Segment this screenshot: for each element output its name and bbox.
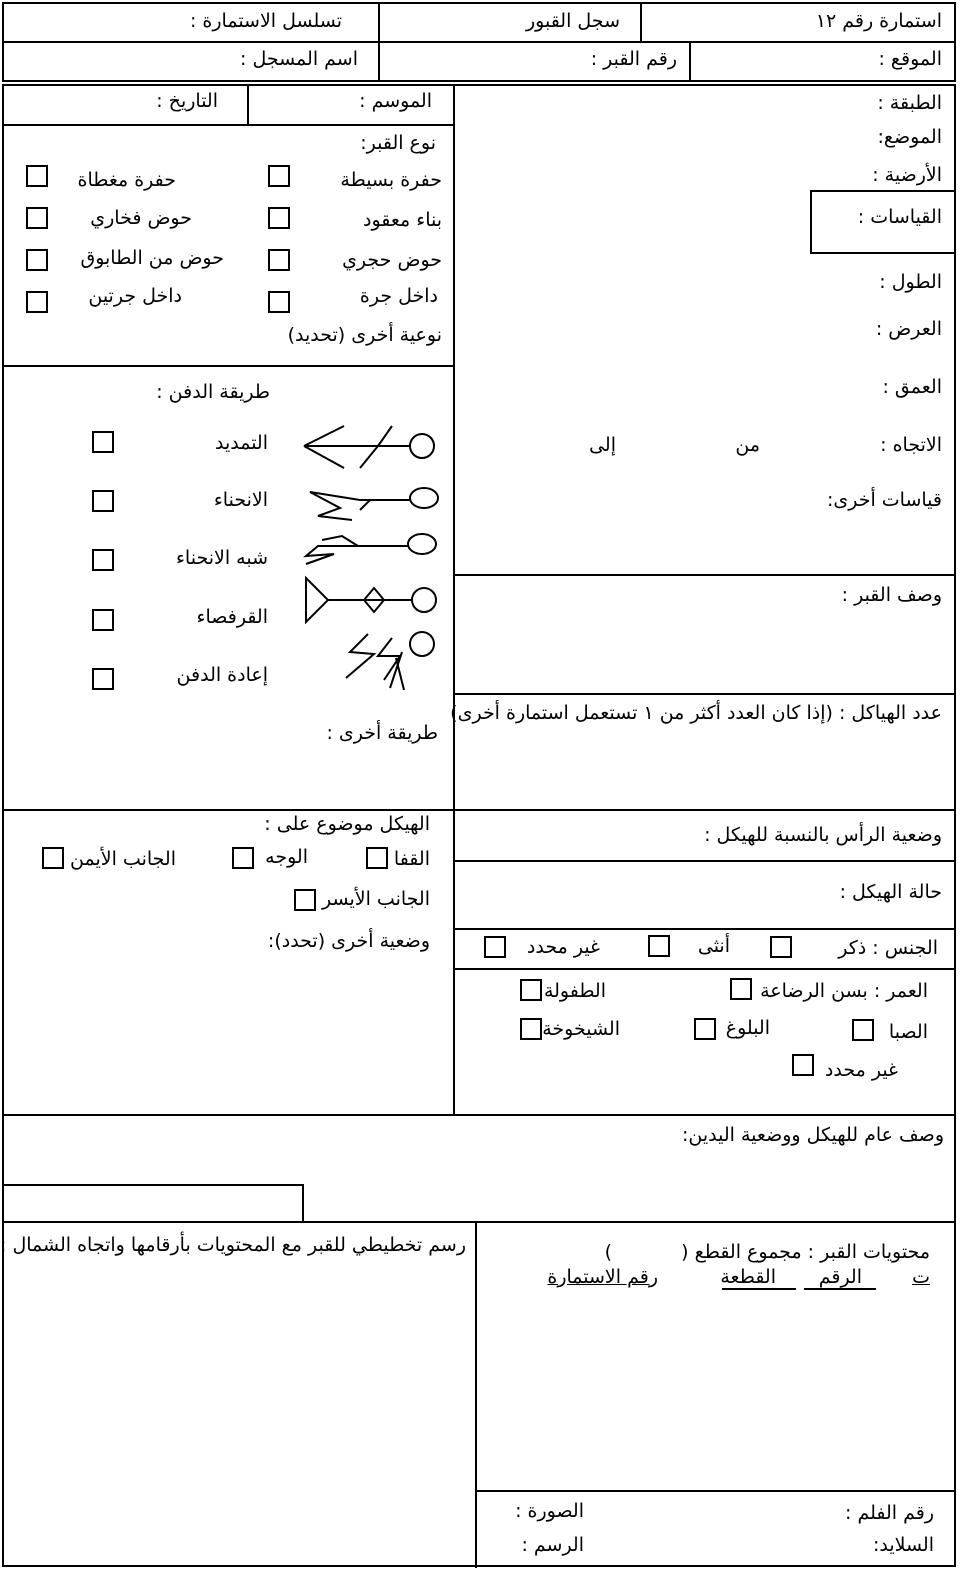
checkbox-two-jars[interactable] <box>26 291 48 313</box>
season-row-divider <box>2 124 454 126</box>
age-puberty-label: البلوغ <box>725 1017 770 1039</box>
burial-option: شبه الانحناء <box>175 547 268 569</box>
contents-col-piece: القطعة <box>720 1266 776 1288</box>
checkbox-back[interactable] <box>366 847 388 869</box>
film-number-label: رقم الفلم : <box>845 1502 934 1524</box>
checkbox-sex-undetermined[interactable] <box>484 936 506 958</box>
count-divider <box>454 809 956 811</box>
recorder-name-label: اسم المسجل : <box>240 48 358 70</box>
flexed-burial-icon <box>300 482 442 524</box>
checkbox-childhood[interactable] <box>520 979 542 1001</box>
direction-label: الاتجاه : <box>880 434 942 456</box>
grave-type-option: حوض حجري <box>342 249 442 271</box>
age-youth-label: الصبا <box>888 1021 928 1043</box>
header-col-divider <box>689 41 691 82</box>
measurements-label: القياسات : <box>857 206 942 228</box>
checkbox-covered-pit[interactable] <box>26 165 48 187</box>
checkbox-right-side[interactable] <box>42 847 64 869</box>
burial-method-title: طريقة الدفن : <box>156 381 270 403</box>
head-divider <box>454 860 956 862</box>
width-label: العرض : <box>875 318 942 340</box>
grave-type-option: حوض من الطابوق <box>80 247 224 269</box>
form-number: استمارة رقم ١٢ <box>815 10 942 32</box>
layer-label: الطبقة : <box>877 92 942 114</box>
general-description-divider <box>2 1114 956 1116</box>
depth-label: العمق : <box>882 376 942 398</box>
grave-type-title: نوع القبر: <box>360 132 436 154</box>
checkbox-age-undetermined[interactable] <box>792 1054 814 1076</box>
checkbox-puberty[interactable] <box>694 1018 716 1040</box>
burial-option: التمديد <box>214 432 268 454</box>
drawing-label: الرسم : <box>521 1534 584 1556</box>
checkbox-infancy[interactable] <box>730 978 752 1000</box>
contents-col-form-no: رقم الاستمارة <box>547 1266 658 1288</box>
crouched-burial-icon <box>298 574 442 624</box>
burial-option: القرفصاء <box>196 606 268 628</box>
grave-type-option: داخل جرتين <box>88 285 182 307</box>
sketch-contents-divider <box>475 1222 477 1568</box>
checkbox-male[interactable] <box>770 936 792 958</box>
checkbox-old-age[interactable] <box>520 1018 542 1040</box>
checkbox-reburial[interactable] <box>92 668 114 690</box>
sex-male-label: الجنس : ذكر <box>838 937 938 959</box>
skeleton-count-label: عدد الهياكل : (إذا كان العدد أكثر من ١ تستعمل استمارة أخرى) <box>450 702 942 724</box>
semi-flexed-burial-icon <box>298 530 442 572</box>
checkbox-face[interactable] <box>232 847 254 869</box>
checkbox-extended[interactable] <box>92 431 114 453</box>
checkbox-simple-pit[interactable] <box>268 165 290 187</box>
sex-undetermined-label: غير محدد <box>526 936 600 958</box>
col-piece-underline <box>722 1288 796 1290</box>
col-number-underline <box>804 1288 876 1290</box>
skeleton-right-side-label: الجانب الأيمن <box>70 848 176 870</box>
other-measurements-label: قياسات أخرى: <box>826 489 942 511</box>
burial-option: الانحناء <box>213 489 268 511</box>
burial-option: إعادة الدفن <box>176 664 268 686</box>
contents-col-number: الرقم <box>818 1266 862 1288</box>
direction-from: من <box>735 434 760 456</box>
grave-description-label: وصف القبر : <box>841 584 942 606</box>
general-description-label: وصف عام للهيكل ووضعية اليدين: <box>682 1124 944 1146</box>
grave-type-option: بناء معقود <box>362 209 442 231</box>
sex-divider <box>454 968 956 970</box>
age-undetermined-label: غير محدد <box>824 1059 898 1081</box>
slide-label: السلايد: <box>872 1534 934 1556</box>
checkbox-flexed[interactable] <box>92 490 114 512</box>
skeleton-other-position: وضعية أخرى (تحدد): <box>267 930 430 952</box>
grave-type-other: نوعية أخرى (تحديد) <box>287 324 442 346</box>
checkbox-pottery-basin[interactable] <box>26 207 48 229</box>
season-label: الموسم : <box>359 90 432 112</box>
extended-burial-icon <box>296 422 442 474</box>
checkbox-semi-flexed[interactable] <box>92 549 114 571</box>
checkbox-vaulted[interactable] <box>268 207 290 229</box>
position-label: الموضع: <box>877 126 942 148</box>
skeleton-left-side-label: الجانب الأيسر <box>322 888 430 910</box>
skeleton-face-label: الوجه <box>265 846 308 868</box>
reburial-icon <box>330 628 442 692</box>
checkbox-left-side[interactable] <box>294 889 316 911</box>
description-divider <box>454 693 956 695</box>
direction-to: إلى <box>589 434 616 456</box>
burial-method-divider <box>2 809 454 811</box>
skeleton-back-label: القفا <box>393 848 430 870</box>
sketch-label: رسم تخطيطي للقبر مع المحتويات بأرقامها واتجاه الشمال : <box>0 1234 466 1256</box>
burial-method-other: طريقة أخرى : <box>326 722 438 744</box>
site-label: الموقع : <box>878 48 942 70</box>
skeleton-condition-label: حالة الهيكل : <box>839 881 942 903</box>
grave-type-option: حوض فخاري <box>90 207 192 229</box>
checkbox-in-jar[interactable] <box>268 291 290 313</box>
age-old-label: الشيخوخة <box>542 1018 620 1040</box>
age-infancy-label: العمر : بسن الرضاعة <box>760 980 928 1002</box>
header-col-divider <box>640 2 642 42</box>
grave-number-label: رقم القبر : <box>590 48 677 70</box>
header-col-divider <box>378 2 380 82</box>
checkbox-stone-basin[interactable] <box>268 249 290 271</box>
condition-divider <box>454 928 956 930</box>
sex-female-label: أنثى <box>697 935 730 957</box>
grave-type-divider <box>2 365 454 367</box>
grave-type-option: حفرة بسيطة <box>340 169 442 191</box>
contents-col-seq: ت <box>912 1266 930 1288</box>
checkbox-brick-basin[interactable] <box>26 249 48 271</box>
head-position-label: وضعية الرأس بالنسبة للهيكل : <box>704 824 942 846</box>
checkbox-female[interactable] <box>648 935 670 957</box>
description-sub-box <box>2 1184 304 1223</box>
checkbox-youth[interactable] <box>852 1019 874 1041</box>
column-divider <box>453 84 455 1116</box>
grave-type-option: داخل جرة <box>359 285 438 307</box>
length-label: الطول : <box>879 271 942 293</box>
age-childhood-label: الطفولة <box>543 980 606 1002</box>
skeleton-on-title: الهيكل موضوع على : <box>264 813 430 835</box>
measurements-divider <box>454 574 956 576</box>
floor-label: الأرضية : <box>872 164 942 186</box>
date-label: التاريخ : <box>156 90 218 112</box>
footer-divider <box>476 1490 956 1492</box>
register-title: سجل القبور <box>525 10 620 32</box>
contents-close-paren: ) <box>604 1241 612 1263</box>
season-date-divider <box>247 84 249 125</box>
contents-title: محتويات القبر : مجموع القطع ( <box>681 1241 930 1263</box>
photo-label: الصورة : <box>515 1500 584 1522</box>
header-divider <box>2 41 956 43</box>
grave-type-option: حفرة مغطاة <box>77 169 176 191</box>
checkbox-crouched[interactable] <box>92 609 114 631</box>
form-sequence-label: تسلسل الاستمارة : <box>189 10 342 32</box>
